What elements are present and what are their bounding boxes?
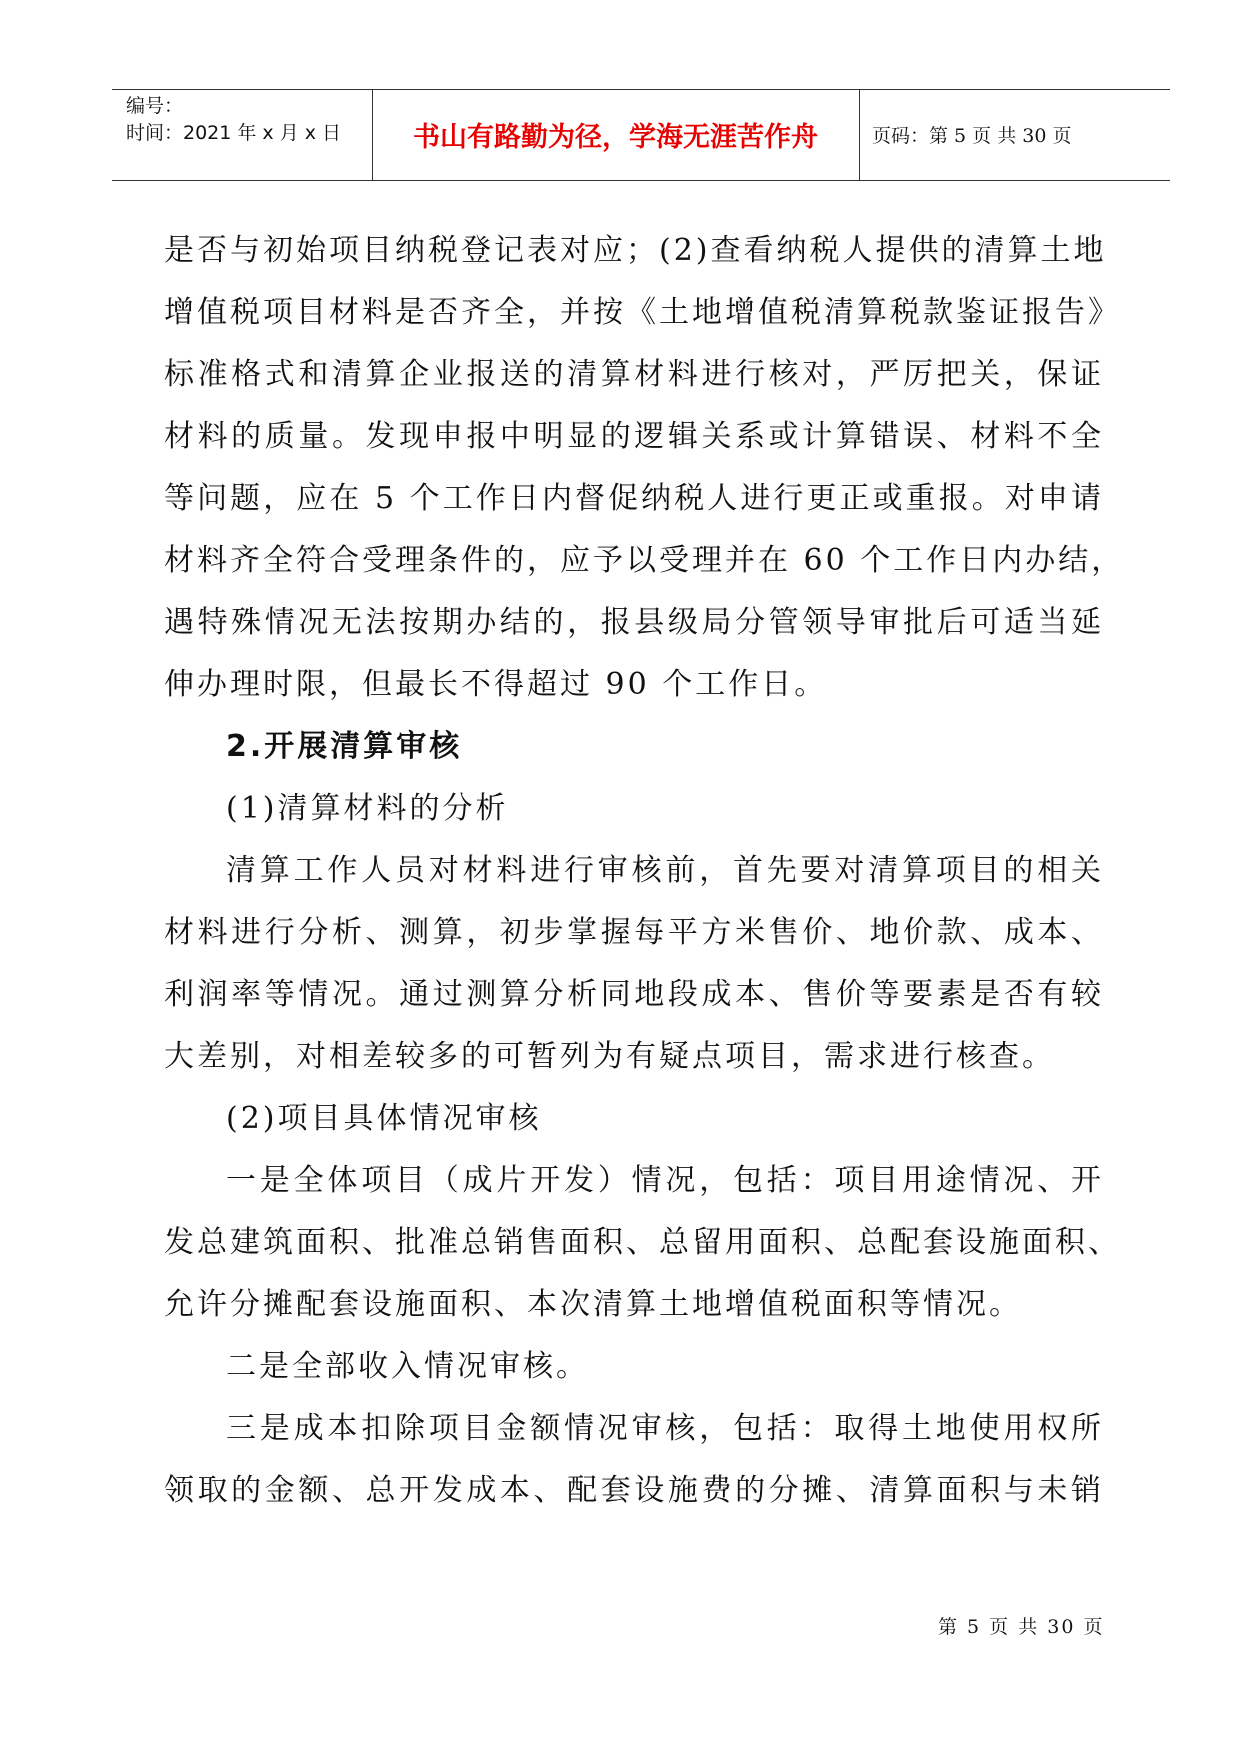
body-line: 发总建筑面积、批准总销售面积、总留用面积、总配套设施面积、 (164, 1225, 1121, 1260)
header-bottom-rule (112, 180, 1170, 181)
body-line: 大差别，对相差较多的可暂列为有疑点项目，需求进行核查。 (164, 1039, 1055, 1074)
body-line: 清算工作人员对材料进行审核前，首先要对清算项目的相关 (226, 853, 1104, 888)
body-line: 材料的质量。发现申报中明显的逻辑关系或计算错误、材料不全 (164, 419, 1104, 454)
header-page-code: 页码：第 5 页 共 30 页 (872, 125, 1072, 147)
subsection-heading: (2)项目具体情况审核 (226, 1101, 542, 1136)
body-line: 二是全部收入情况审核。 (226, 1349, 589, 1384)
body-line: 伸办理时限，但最长不得超过 90 个工作日。 (164, 667, 828, 702)
document-time-label: 时间：2021 年 x 月 x 日 (126, 122, 342, 144)
body-line: 是否与初始项目纳税登记表对应；(2)查看纳税人提供的清算土地 (164, 233, 1107, 268)
header-info (126, 93, 366, 147)
section-heading: 2.开展清算审核 (226, 729, 463, 764)
body-line: 材料进行分析、测算，初步掌握每平方米售价、地价款、成本、 (164, 915, 1104, 950)
header-divider-right (859, 89, 860, 180)
header-motto: 书山有路勤为径，学海无涯苦作舟 (413, 122, 818, 153)
body-line: 材料齐全符合受理条件的，应予以受理并在 60 个工作日内办结， (164, 543, 1125, 578)
body-line: 三是成本扣除项目金额情况审核，包括：取得土地使用权所 (226, 1411, 1104, 1446)
document-number-label: 编号： (126, 95, 184, 117)
document-header (112, 89, 1170, 180)
page-footer: 第 5 页 共 30 页 (938, 1616, 1105, 1638)
body-line: 标准格式和清算企业报送的清算材料进行核对，严厉把关，保证 (164, 357, 1104, 392)
body-line: 利润率等情况。通过测算分析同地段成本、售价等要素是否有较 (164, 977, 1104, 1012)
body-line: 允许分摊配套设施面积、本次清算土地增值税面积等情况。 (164, 1287, 1022, 1322)
subsection-heading: (1)清算材料的分析 (226, 791, 509, 826)
body-line: 领取的金额、总开发成本、配套设施费的分摊、清算面积与未销 (164, 1473, 1104, 1508)
body-line: 遇特殊情况无法按期办结的，报县级局分管领导审批后可适当延 (164, 605, 1104, 640)
body-line: 一是全体项目（成片开发）情况，包括：项目用途情况、开 (226, 1163, 1104, 1198)
body-line: 等问题，应在 5 个工作日内督促纳税人进行更正或重报。对申请 (164, 481, 1104, 516)
document-body (164, 220, 1125, 1522)
body-line: 增值税项目材料是否齐全，并按《土地增值税清算税款鉴证报告》 (164, 295, 1121, 330)
